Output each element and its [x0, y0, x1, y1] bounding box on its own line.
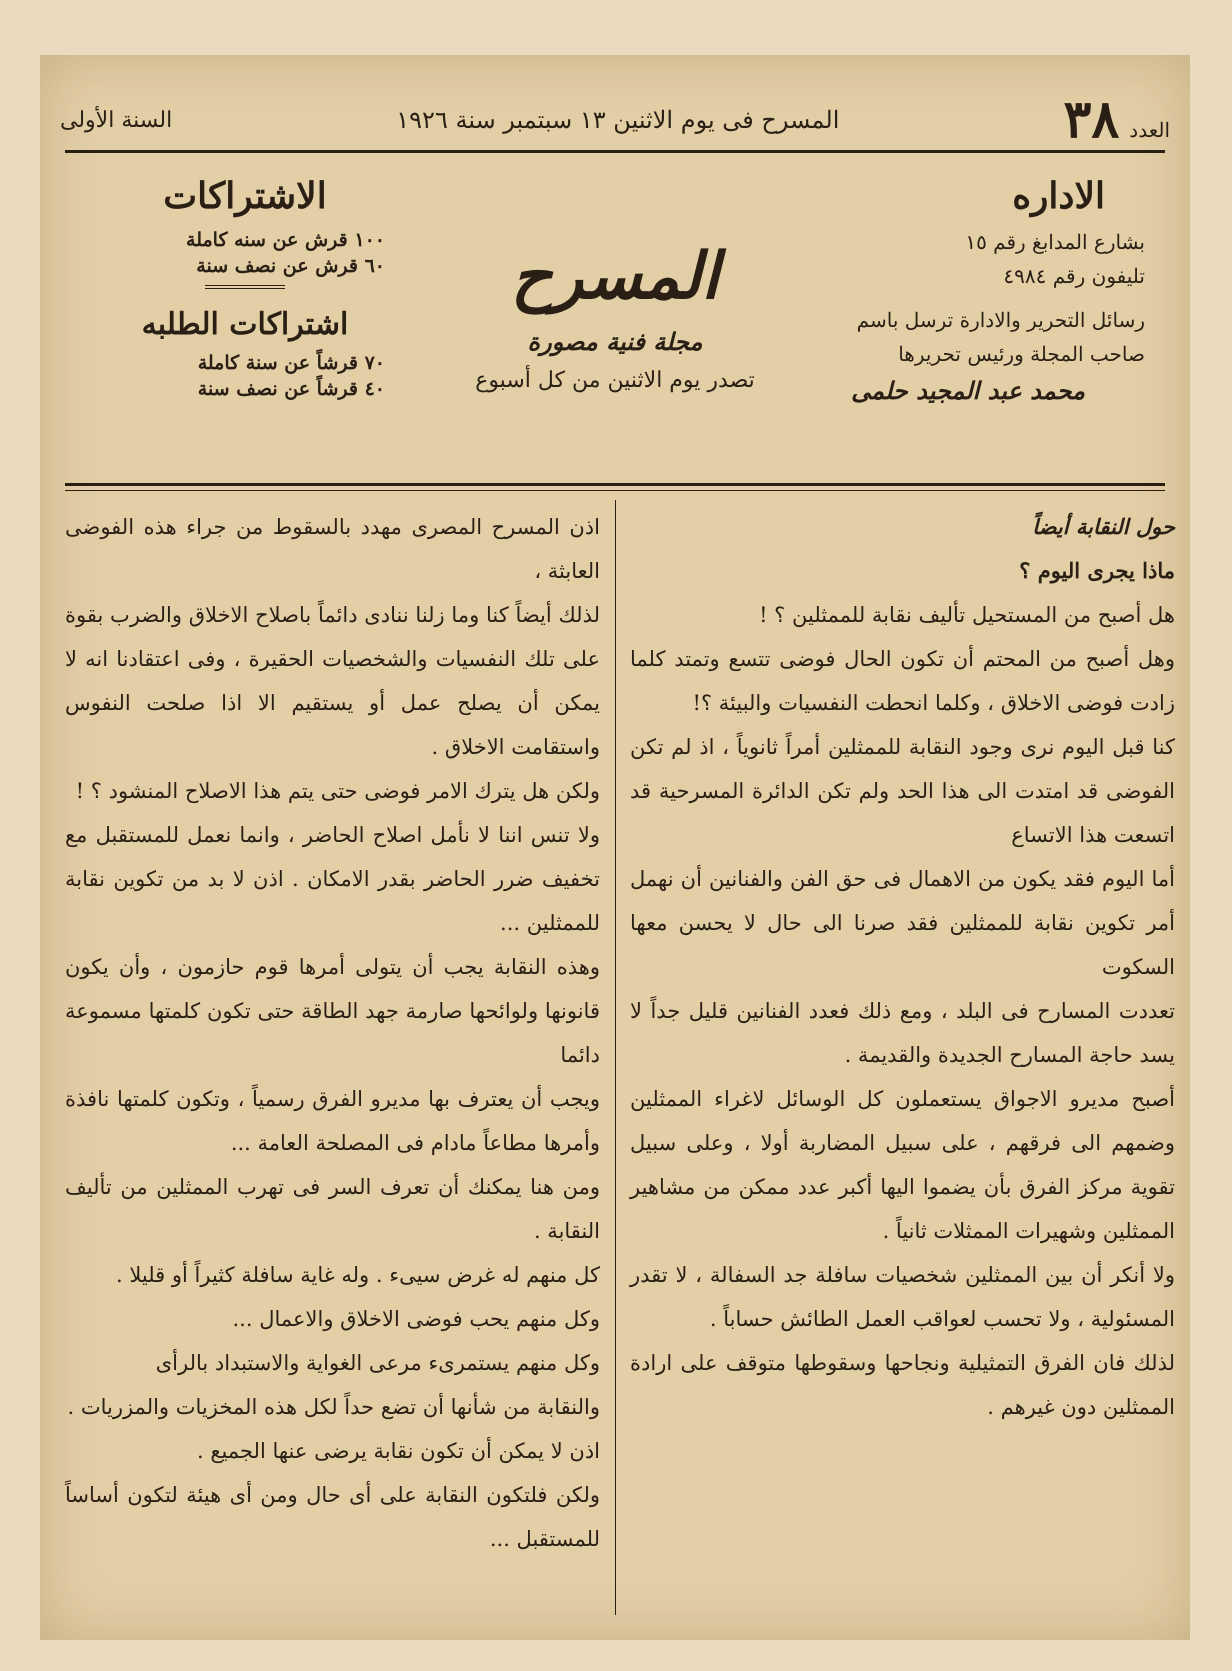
subscription-half: ٦٠ قرش عن نصف سنة [196, 255, 385, 277]
administration-block [805, 175, 1145, 413]
paragraph: كل منهم له غرض سيىء . وله غاية سافلة كثيراً أو قليلا . [116, 1263, 600, 1287]
paragraph: لذلك أيضاً كنا وما زلنا ننادى دائماً باصلاح الاخلاق والضرب بقوة على تلك النفسيات والشخصيات الحقيرة ، وفى اعتقادنا انه لا يمكن أن يصلح عمل أو يستقيم الا اذا صلحت النفوس واستقامت الاخلاق . [65, 603, 600, 759]
column-divider [615, 500, 616, 1615]
paragraph: لذلك فان الفرق التمثيلية ونجاحها وسقوطها متوقف على ارادة الممثلين دون غيرهم . [630, 1351, 1175, 1419]
article-headline: ماذا يجرى اليوم ؟ [1019, 558, 1175, 583]
student-subscription-half: ٤٠ قرشاً عن نصف سنة [197, 378, 385, 400]
paragraph: وكل منهم يحب فوضى الاخلاق والاعمال ... [232, 1307, 600, 1331]
paragraph: وهذه النقابة يجب أن يتولى أمرها قوم حازمون ، وأن يكون قانونها ولوائحها صارمة جهد الطاقة حتى تكون كلمتها مسموعة دائما [65, 955, 600, 1067]
article-kicker: حول النقابة أيضاً [1032, 514, 1175, 539]
issue-number: ٣٨ [1063, 89, 1120, 150]
paragraph: ولا أنكر أن بين الممثلين شخصيات سافلة جد السفالة ، لا تقدر المسئولية ، ولا تحسب لعواقب العمل الطائش حساباً . [630, 1263, 1175, 1331]
article-right-column [630, 505, 1175, 1429]
students-subscriptions-title: اشتراكات الطلبه [141, 307, 349, 342]
top-divider [65, 150, 1165, 153]
issue-number-block [1063, 89, 1170, 150]
paragraph: ومن هنا يمكنك أن تعرف السر فى تهرب الممثلين من تأليف النقابة . [65, 1175, 600, 1243]
subscriptions-divider [205, 285, 285, 289]
publication-schedule: تصدر يوم الاثنين من كل أسبوع [475, 368, 755, 393]
paragraph: وكل منهم يستمرىء مرعى الغواية والاستبداد بالرأى [155, 1351, 600, 1375]
masthead-header [65, 175, 1165, 475]
paragraph: ويجب أن يعترف بها مديرو الفرق رسمياً ، وتكون كلمتها نافذة وأمرها مطاعاً مادام فى المصلحة العامة ... [65, 1087, 600, 1155]
dateline: المسرح فى يوم الاثنين ١٣ سبتمبر سنة ١٩٢٦ [396, 106, 840, 134]
paragraph: والنقابة من شأنها أن تضع حداً لكل هذه المخزيات والمزريات . [67, 1395, 600, 1419]
paragraph: اذن المسرح المصرى مهدد بالسقوط من جراء هذه الفوضى العابثة ، [65, 515, 600, 583]
issue-label: العدد [1129, 118, 1170, 142]
paragraph: اذن لا يمكن أن تكون نقابة يرضى عنها الجميع . [197, 1439, 600, 1463]
student-subscription-annual: ٧٠ قرشاً عن سنة كاملة [197, 352, 385, 374]
paragraph: ولكن هل يترك الامر فوضى حتى يتم هذا الاصلاح المنشود ؟ ! [75, 779, 600, 803]
subscription-annual: ١٠٠ قرش عن سنه كاملة [186, 229, 385, 251]
paragraph: ولكن فلتكون النقابة على أى حال ومن أى هيئة لتكون أساساً للمستقبل ... [65, 1483, 600, 1551]
subscriptions-title: الاشتراكات [163, 175, 327, 217]
masthead [395, 239, 835, 393]
magazine-tagline: مجلة فنية مصورة [527, 327, 703, 356]
admin-note: رسائل التحرير والادارة ترسل باسم [856, 308, 1145, 332]
paragraph: أصبح مديرو الاجواق يستعملون كل الوسائل لاغراء الممثلين وضمهم الى فرقهم ، على سبيل المضاربة أولا ، وعلى سبيل تقوية مركز الفرق بأن يضموا اليها أكبر عدد ممكن من مشاهير الممثلين وشهيرات الممثلات ثانياً . [630, 1087, 1175, 1243]
header-divider [65, 483, 1165, 486]
header-divider-thin [65, 490, 1165, 491]
paragraph: تعددت المسارح فى البلد ، ومع ذلك فعدد الفنانين قليل جداً لا يسد حاجة المسارح الجديدة والقديمة . [630, 999, 1175, 1067]
subscriptions-block [85, 175, 405, 404]
admin-title: الاداره [1012, 175, 1105, 217]
admin-note-2: صاحب المجلة ورئيس تحريرها [898, 342, 1145, 366]
editor-signature: محمد عبد المجيد حلمى [851, 376, 1085, 405]
paragraph: كنا قبل اليوم نرى وجود النقابة للممثلين أمراً ثانوياً ، اذ لم تكن الفوضى قد امتدت الى هذا الحد ولم تكن الدائرة المسرحية قد اتسعت هذا الاتساع [630, 735, 1175, 847]
paragraph: هل أصبح من المستحيل تأليف نقابة للممثلين ؟ ! [759, 603, 1175, 627]
admin-phone: تليفون رقم ٤٩٨٤ [1003, 264, 1145, 288]
paragraph: أما اليوم فقد يكون من الاهمال فى حق الفن والفنانين أن نهمل أمر تكوين نقابة للممثلين فقد صرنا الى حال لا يحسن معها السكوت [630, 867, 1175, 979]
article-left-column [65, 505, 600, 1561]
paragraph: ولا تنس اننا لا نأمل اصلاح الحاضر ، وانما نعمل للمستقبل مع تخفيف ضرر الحاضر بقدر الامكان . اذن لا بد من تكوين نقابة للممثلين ... [65, 823, 600, 935]
admin-address: بشارع المدابغ رقم ١٥ [965, 230, 1145, 254]
paragraph: وهل أصبح من المحتم أن تكون الحال فوضى تتسع وتمتد كلما زادت فوضى الاخلاق ، وكلما انحطت النفسيات والبيئة ؟! [630, 647, 1175, 715]
magazine-logo: المسرح [511, 239, 719, 314]
top-bar [60, 85, 1170, 155]
year-label: السنة الأولى [60, 107, 173, 133]
